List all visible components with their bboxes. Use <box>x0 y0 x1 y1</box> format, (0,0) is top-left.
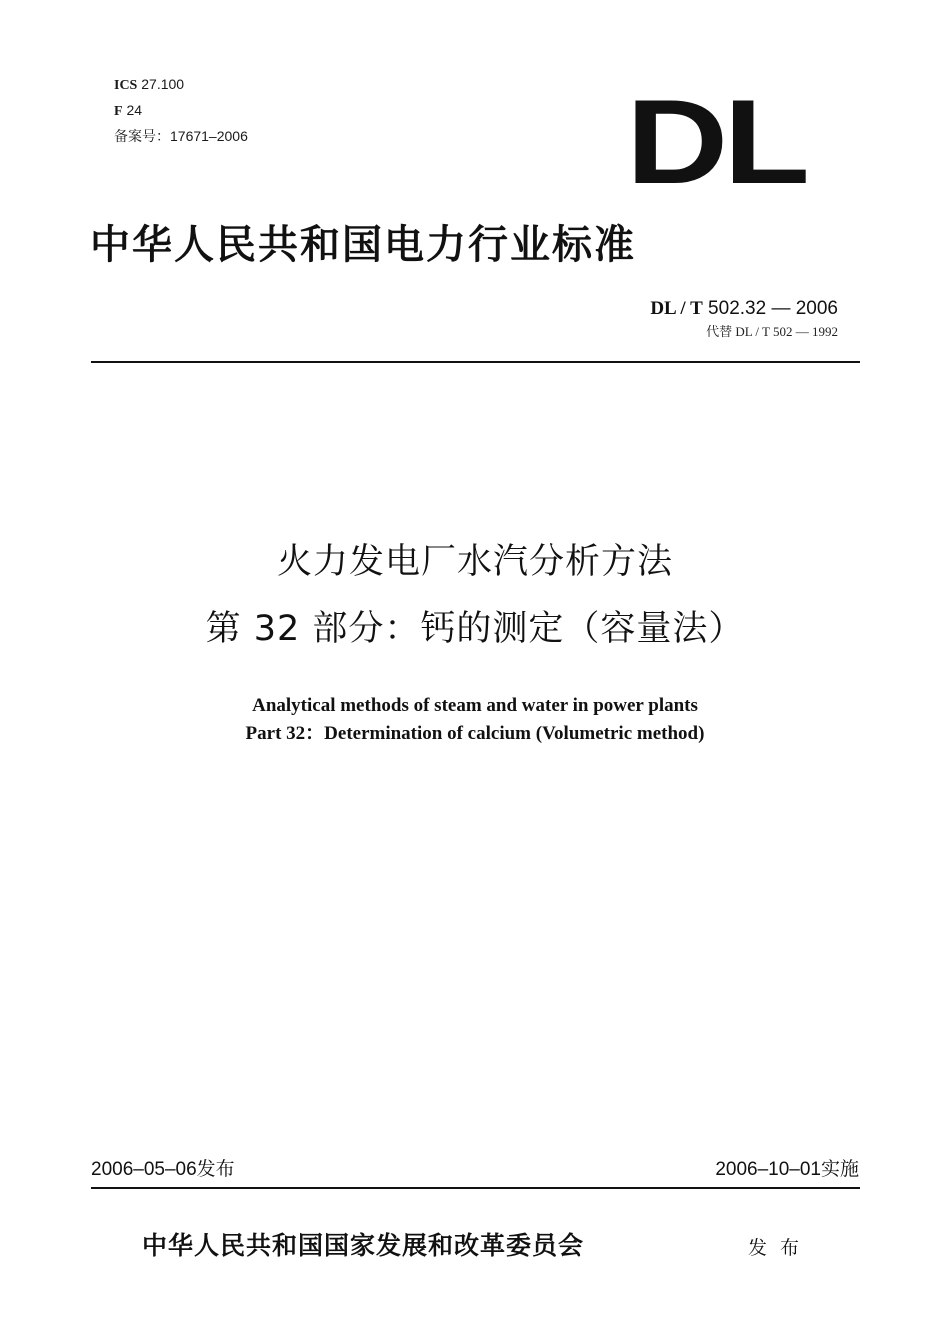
standard-category-heading: 中华人民共和国电力行业标准 <box>90 221 636 268</box>
standard-number <box>650 297 838 321</box>
document-title-line1: 火力发电厂水汽分析方法 <box>276 542 673 582</box>
top-divider <box>91 361 860 363</box>
classification-block <box>114 72 248 148</box>
record-number: 备案号：17671–2006 <box>114 128 248 144</box>
document-title-line2: 第 32 部分：钙的测定（容量法） <box>205 609 745 649</box>
effective-date: 2006–10–01实施 <box>715 1159 859 1180</box>
issuing-authority: 中华人民共和国国家发展和改革委员会 <box>142 1231 585 1260</box>
class-code <box>114 98 248 124</box>
class-prefix: F <box>114 104 123 119</box>
publish-label: 发布 <box>748 1237 813 1259</box>
bottom-divider <box>91 1187 860 1189</box>
english-title-line1: Analytical methods of steam and water in power plants <box>252 695 698 716</box>
replaces-standard: 代替 DL / T 502 — 1992 <box>706 324 838 339</box>
issue-date: 2006–05–06发布 <box>91 1159 235 1180</box>
ics-value: 27.100 <box>137 76 185 92</box>
ics-prefix: ICS <box>114 78 138 93</box>
class-value: 24 <box>122 102 143 118</box>
english-title-line2: Part 32：Determination of calcium (Volumetric method) <box>245 723 705 744</box>
standard-code: 502.32 — 2006 <box>702 298 838 319</box>
ics-code <box>114 72 248 98</box>
standard-prefix: DL / T <box>650 298 703 319</box>
dl-logo: DL <box>626 75 806 209</box>
